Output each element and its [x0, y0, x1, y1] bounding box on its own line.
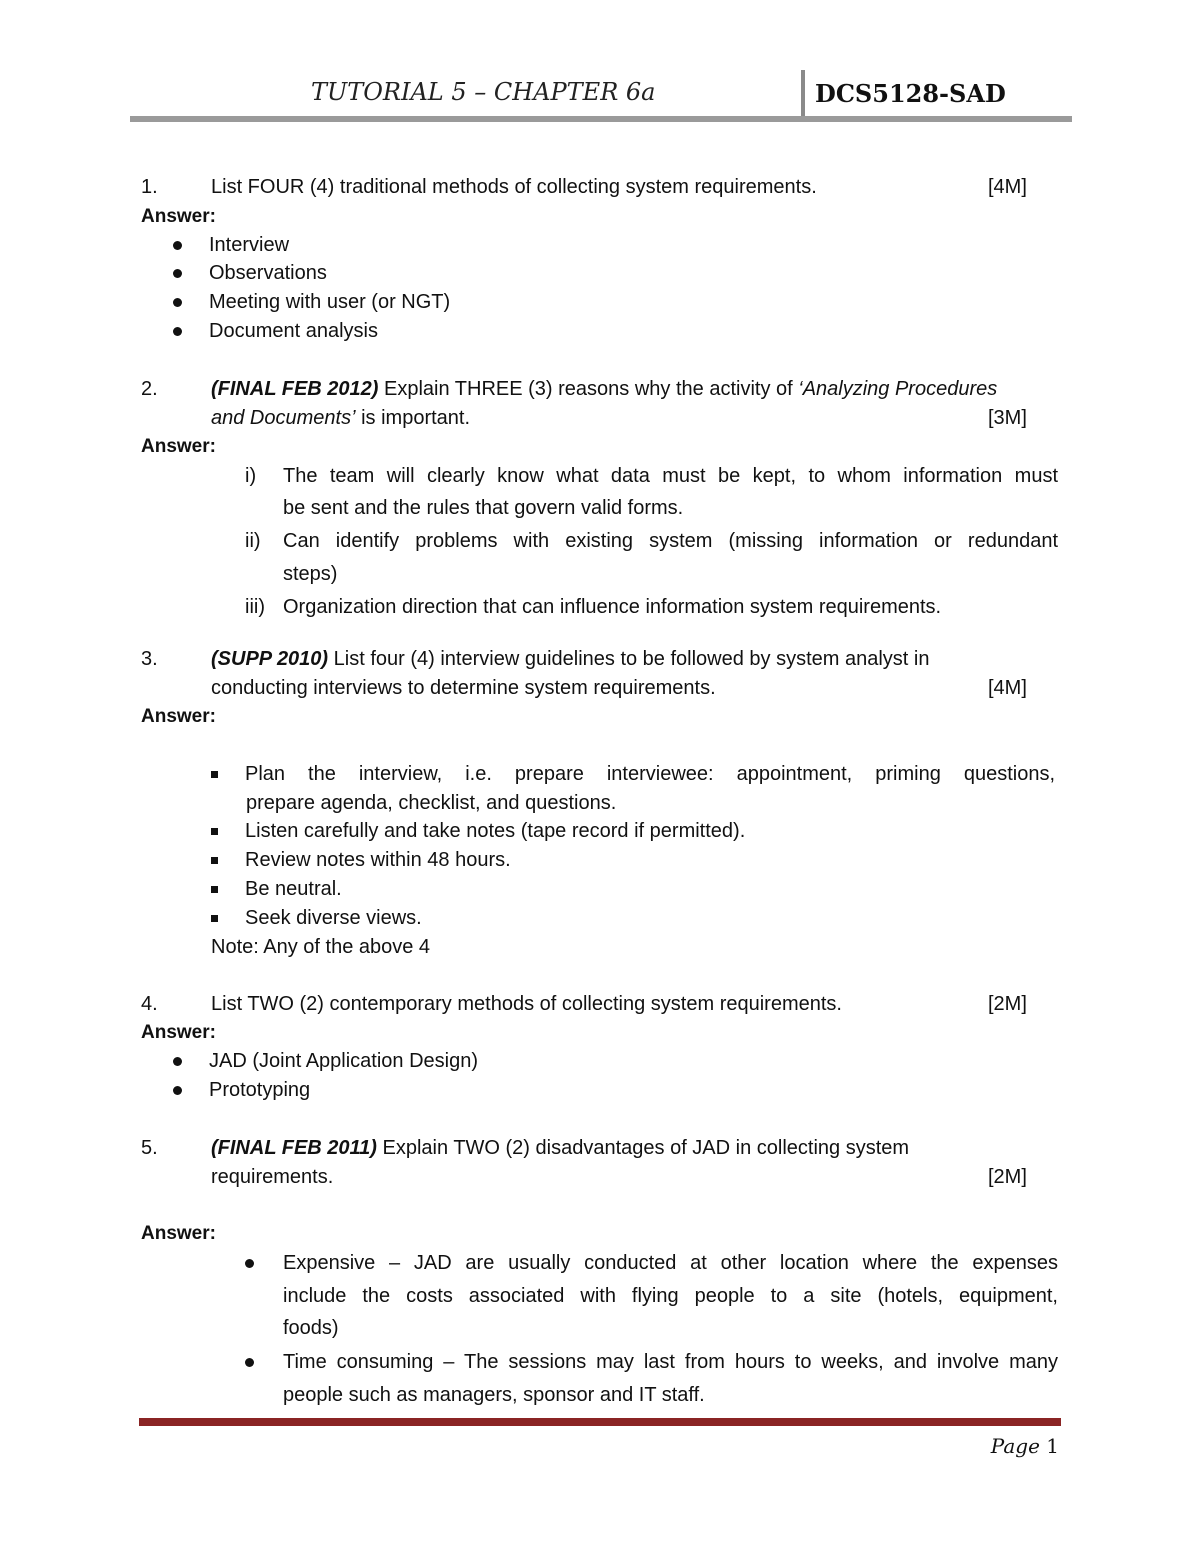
- page-number: Page 1: [990, 1434, 1059, 1458]
- question-marks: [2M]: [988, 1166, 1027, 1188]
- list-item: Observations: [173, 262, 327, 285]
- square-bullet-icon: [211, 828, 218, 835]
- square-bullet-icon: [211, 886, 218, 893]
- square-bullet-icon: [211, 771, 218, 778]
- course-code: DCS5128-SAD: [815, 79, 1006, 108]
- question-marks: [2M]: [988, 993, 1027, 1015]
- list-item-continued: steps): [283, 563, 338, 585]
- answer-label: Answer:: [141, 706, 216, 727]
- bullet-icon: [173, 1086, 182, 1095]
- list-item: Document analysis: [173, 320, 378, 343]
- list-item: Can identify problems with existing system (missing information or redundant: [283, 530, 1058, 552]
- list-item: Seek diverse views.: [211, 907, 422, 930]
- list-item: Organization direction that can influence information system requirements.: [283, 596, 942, 618]
- list-item-continued: be sent and the rules that govern valid forms.: [283, 497, 684, 519]
- header-separator: [801, 70, 805, 118]
- list-item-continued: people such as managers, sponsor and IT staff.: [283, 1384, 705, 1406]
- question-number: 5.: [141, 1137, 158, 1159]
- list-item: JAD (Joint Application Design): [173, 1050, 478, 1073]
- document-title: TUTORIAL 5 – CHAPTER 6a: [311, 78, 656, 106]
- question-text: List FOUR (4) traditional methods of collecting system requirements.: [211, 176, 817, 198]
- list-item: Prototyping: [173, 1079, 310, 1102]
- question-number: 2.: [141, 378, 158, 400]
- answer-label: Answer:: [141, 1022, 216, 1043]
- question-text-continued: conducting interviews to determine system requirements.: [211, 677, 716, 699]
- list-item: Expensive – JAD are usually conducted at other location where the expenses: [283, 1252, 1058, 1274]
- list-item: Interview: [173, 234, 289, 257]
- bullet-icon: [173, 241, 182, 250]
- bullet-icon: [173, 298, 182, 307]
- list-item-number: i): [245, 465, 257, 487]
- answer-label: Answer:: [141, 1223, 216, 1244]
- answer-note: Note: Any of the above 4: [211, 936, 431, 958]
- header-rule: [130, 116, 1072, 122]
- list-item: Be neutral.: [211, 878, 342, 901]
- question-text: (SUPP 2010) List four (4) interview guidelines to be followed by system analyst in: [211, 648, 930, 670]
- question-text-continued: and Documents’ is important.: [211, 407, 471, 429]
- list-item-number: ii): [245, 530, 261, 552]
- question-number: 3.: [141, 648, 158, 670]
- question-text-continued: requirements.: [211, 1166, 334, 1188]
- answer-label: Answer:: [141, 206, 216, 227]
- bullet-icon: [173, 327, 182, 336]
- list-item: Meeting with user (or NGT): [173, 291, 450, 314]
- list-item-continued: prepare agenda, checklist, and questions.: [246, 792, 617, 814]
- list-item: The team will clearly know what data must be kept, to whom information must: [283, 465, 1058, 487]
- question-text: (FINAL FEB 2012) Explain THREE (3) reasons why the activity of ‘Analyzing Procedures: [211, 378, 998, 400]
- list-item-continued: foods): [283, 1317, 339, 1339]
- list-item-continued: include the costs associated with flying people to a site (hotels, equipment,: [283, 1285, 1058, 1307]
- list-item: Listen carefully and take notes (tape record if permitted).: [211, 820, 745, 843]
- question-marks: [4M]: [988, 677, 1027, 699]
- square-bullet-icon: [211, 857, 218, 864]
- question-marks: [3M]: [988, 407, 1027, 429]
- question-number: 1.: [141, 176, 158, 198]
- bullet-icon: [245, 1351, 281, 1374]
- square-bullet-icon: [211, 915, 218, 922]
- list-item: Review notes within 48 hours.: [211, 849, 511, 872]
- question-number: 4.: [141, 993, 158, 1015]
- bullet-icon: [245, 1252, 281, 1275]
- question-text: (FINAL FEB 2011) Explain TWO (2) disadvantages of JAD in collecting system: [211, 1137, 910, 1159]
- bullet-icon: [173, 1057, 182, 1066]
- footer-rule: [139, 1418, 1061, 1426]
- question-text: List TWO (2) contemporary methods of collecting system requirements.: [211, 993, 842, 1015]
- list-item: Time consuming – The sessions may last from hours to weeks, and involve many: [283, 1351, 1058, 1373]
- answer-label: Answer:: [141, 436, 216, 457]
- list-item: Plan the interview, i.e. prepare interviewee: appointment, priming questions,: [211, 763, 1058, 786]
- question-marks: [4M]: [988, 176, 1027, 198]
- list-item-number: iii): [245, 596, 265, 618]
- bullet-icon: [173, 269, 182, 278]
